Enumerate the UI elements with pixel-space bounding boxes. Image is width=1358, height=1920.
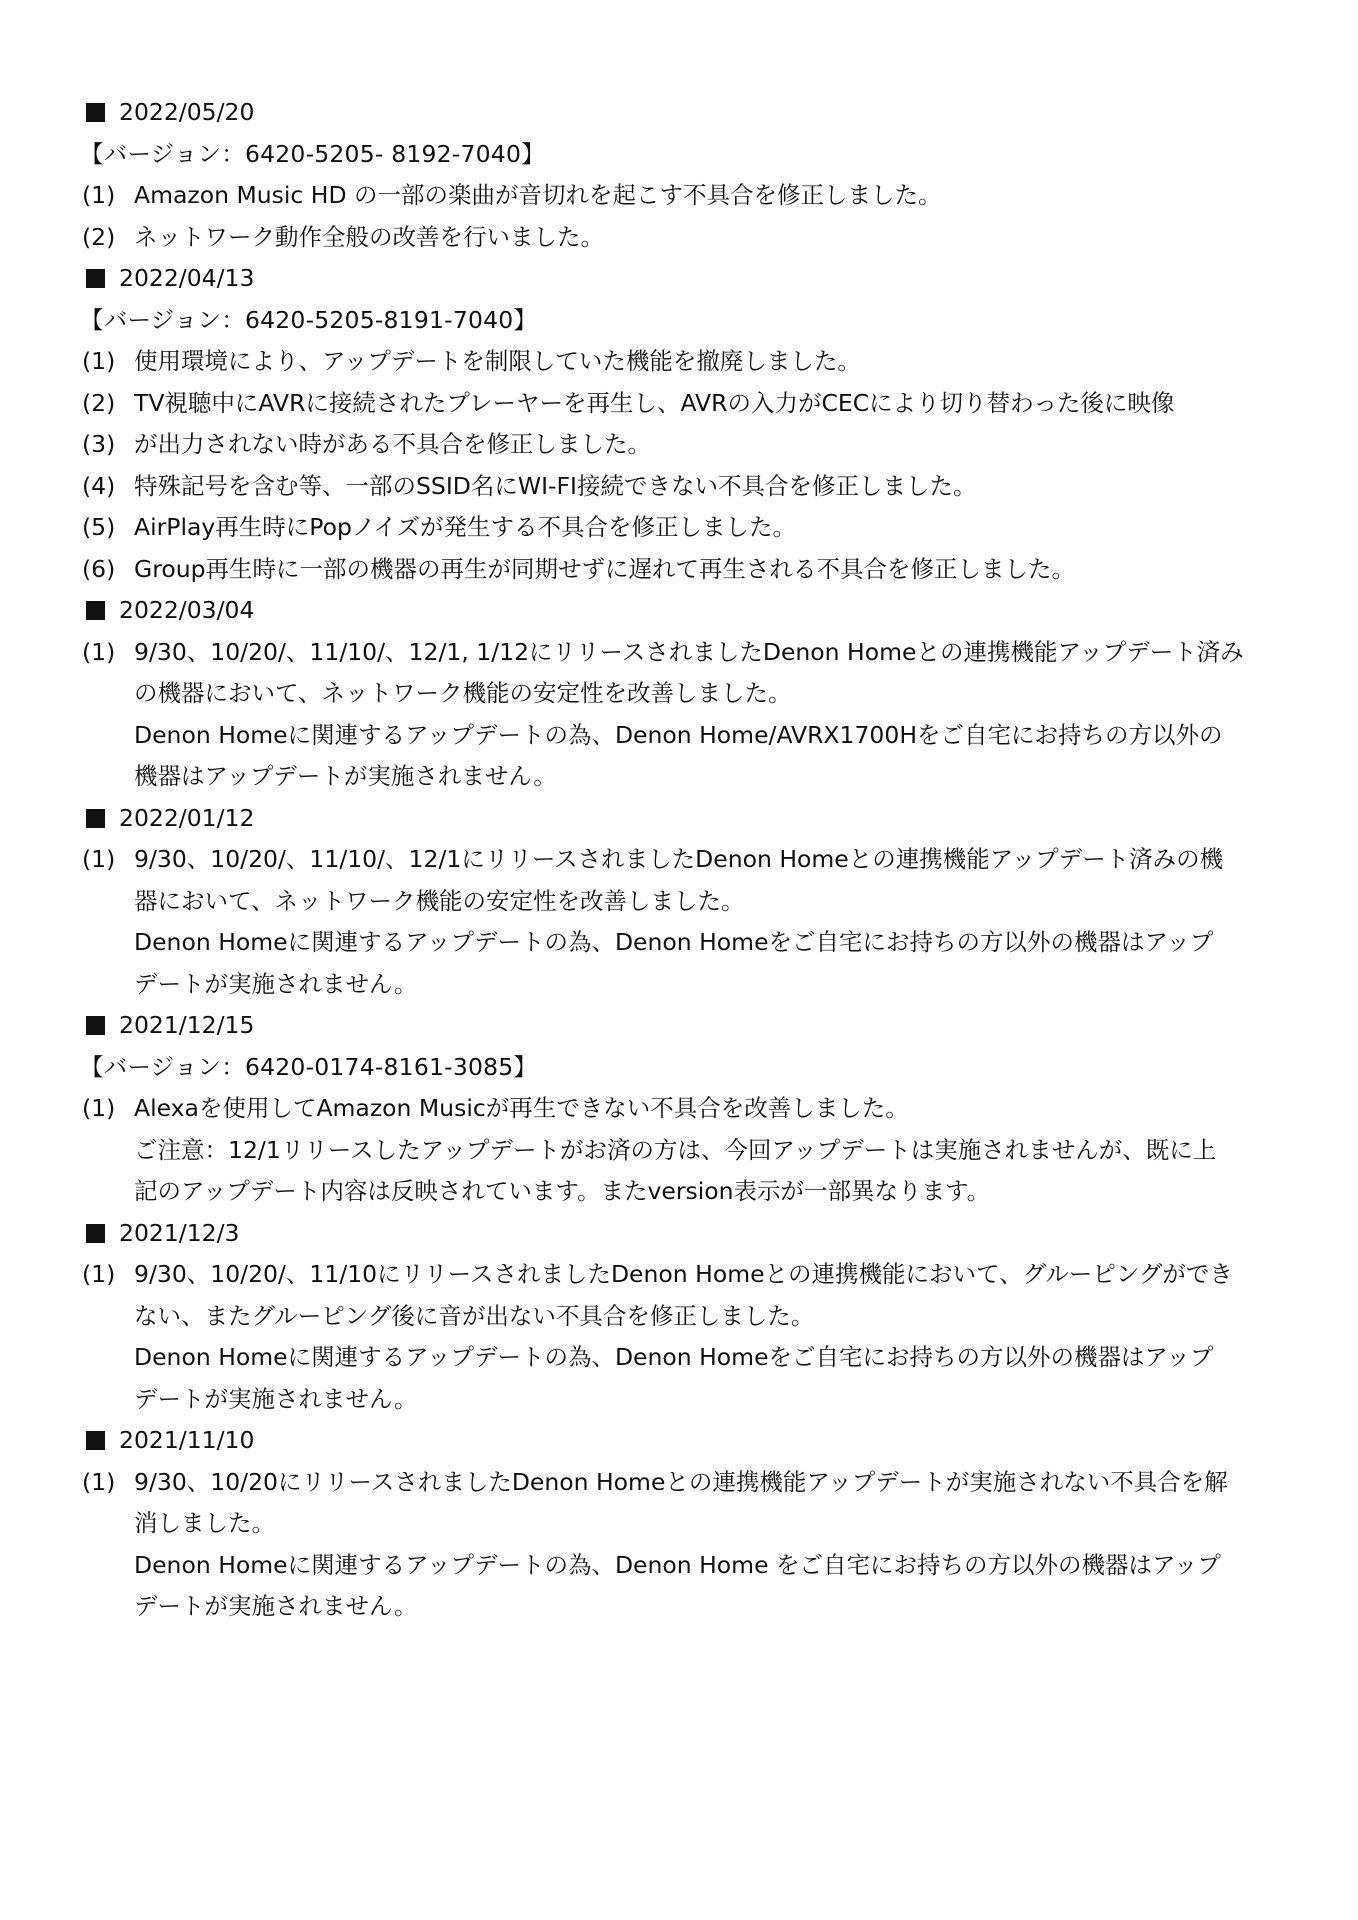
release-entry [0, 1420, 1358, 1628]
release-date-line [0, 92, 1358, 134]
item-continuation-text: Denon Homeに関連するアップデートの為、Denon Home/AVRX1700Hをご自宅にお持ちの方以外の [134, 720, 1223, 749]
item-text: Alexaを使用してAmazon Musicが再生できない不具合を改善しました。 [134, 1094, 909, 1122]
change-item [0, 1254, 1358, 1296]
change-item [0, 549, 1358, 591]
release-date: 2022/04/13 [119, 264, 255, 292]
change-item [0, 507, 1358, 549]
item-text: 9/30、10/20/、11/10/、12/1, 1/12にリリースされましたDenon Homeとの連携機能アップデート済み [134, 637, 1244, 666]
item-text: 9/30、10/20/、11/10/、12/1にリリースされましたDenon Homeとの連携機能アップデート済みの機 [134, 845, 1224, 873]
item-text: 9/30、10/20/、11/10にリリースされましたDenon Homeとの連携機能において、グルーピングができ [134, 1260, 1233, 1288]
item-number: (5) [82, 513, 116, 541]
black-square-bullet-icon [86, 601, 105, 620]
change-item [0, 217, 1358, 259]
change-item [0, 1088, 1358, 1130]
item-number: (1) [82, 845, 116, 873]
item-number: (1) [82, 181, 116, 209]
release-date-line [0, 798, 1358, 840]
item-continuation-text: デートが実施されません。 [134, 1384, 418, 1413]
item-text: Amazon Music HD の一部の楽曲が音切れを起こす不具合を修正しました。 [134, 181, 942, 209]
black-square-bullet-icon [86, 809, 105, 828]
change-item [0, 424, 1358, 466]
item-continuation-text: Denon Homeに関連するアップデートの為、Denon Homeをご自宅にお持ちの方以外の機器はアップ [134, 1343, 1214, 1371]
item-text: が出力されない時がある不具合を修正しました。 [134, 430, 651, 458]
release-date: 2021/12/3 [119, 1218, 240, 1247]
black-square-bullet-icon [86, 1224, 105, 1243]
item-number: (1) [82, 1094, 116, 1122]
change-item [0, 839, 1358, 881]
item-continuation-text: 機器はアップデートが実施されません。 [134, 762, 557, 790]
release-entry [0, 258, 1358, 590]
item-continuation-text: 消しました。 [134, 1509, 275, 1537]
item-number: (6) [82, 554, 116, 583]
release-entry [0, 798, 1358, 1006]
black-square-bullet-icon [86, 1431, 105, 1450]
item-number: (1) [82, 1260, 116, 1288]
release-notes-document [0, 92, 1358, 1628]
item-continuation-text: 記のアップデート内容は反映されています。またversion表示が一部異なります。 [134, 1177, 991, 1205]
item-number: (2) [82, 222, 116, 251]
item-continuation-text: Denon Homeに関連するアップデートの為、Denon Homeをご自宅にお持ちの方以外の機器はアップ [134, 928, 1214, 956]
change-item [0, 466, 1358, 508]
item-number: (1) [82, 637, 116, 666]
item-continuation-text: 器において、ネットワーク機能の安定性を改善しました。 [134, 886, 745, 915]
item-text: 9/30、10/20にリリースされましたDenon Homeとの連携機能アップデートが実施されない不具合を解 [134, 1467, 1228, 1496]
item-text: TV視聴中にAVRに接続されたプレーヤーを再生し、AVRの入力がCECにより切り替わった後に映像 [134, 388, 1175, 417]
item-number: (4) [82, 471, 116, 500]
black-square-bullet-icon [86, 269, 105, 288]
item-text: Group再生時に一部の機器の再生が同期せずに遅れて再生される不具合を修正しました。 [134, 554, 1076, 583]
firmware-version: 【バージョン：6420-5205-8191-7040】 [80, 305, 538, 334]
item-number: (1) [82, 1467, 116, 1496]
release-date-line [0, 1005, 1358, 1047]
black-square-bullet-icon [86, 1016, 105, 1035]
item-number: (3) [82, 430, 116, 458]
item-continuation-text: の機器において、ネットワーク機能の安定性を改善しました。 [134, 679, 792, 707]
item-continuation-text: ご注意：12/1リリースしたアップデートがお済の方は、今回アップデートは実施されませんが、既に上 [134, 1135, 1217, 1164]
release-entry [0, 1213, 1358, 1421]
item-continuation-text: デートが実施されません。 [134, 1592, 418, 1620]
item-text: ネットワーク動作全般の改善を行いました。 [134, 222, 604, 251]
item-number: (1) [82, 347, 116, 375]
release-entry [0, 590, 1358, 798]
release-entry [0, 1005, 1358, 1213]
firmware-version: 【バージョン：6420-5205- 8192-7040】 [80, 139, 545, 168]
item-continuation-text: Denon Homeに関連するアップデートの為、Denon Home をご自宅にお持ちの方以外の機器はアップ [134, 1550, 1221, 1579]
release-date-line [0, 590, 1358, 632]
change-item [0, 383, 1358, 425]
item-text: 使用環境により、アップデートを制限していた機能を撤廃しました。 [134, 347, 861, 375]
item-continuation-text: デートが実施されません。 [134, 969, 418, 998]
change-item [0, 341, 1358, 383]
item-text: 特殊記号を含む等、一部のSSID名にWI-FI接続できない不具合を修正しました。 [134, 471, 977, 500]
black-square-bullet-icon [86, 103, 105, 122]
release-entry [0, 92, 1358, 258]
release-date: 2022/05/20 [119, 98, 255, 126]
item-number: (2) [82, 388, 116, 417]
release-date-line [0, 258, 1358, 300]
release-date-line [0, 1213, 1358, 1255]
release-date: 2021/11/10 [119, 1426, 255, 1454]
change-item [0, 632, 1358, 674]
item-text: AirPlay再生時にPopノイズが発生する不具合を修正しました。 [134, 513, 797, 541]
release-date: 2022/01/12 [119, 803, 255, 832]
change-item [0, 175, 1358, 217]
release-date-line [0, 1420, 1358, 1462]
firmware-version: 【バージョン：6420-0174-8161-3085】 [80, 1052, 538, 1081]
release-date: 2021/12/15 [119, 1011, 255, 1039]
item-continuation-text: ない、またグルーピング後に音が出ない不具合を修正しました。 [134, 1301, 815, 1330]
change-item [0, 1462, 1358, 1504]
release-date: 2022/03/04 [119, 596, 255, 624]
